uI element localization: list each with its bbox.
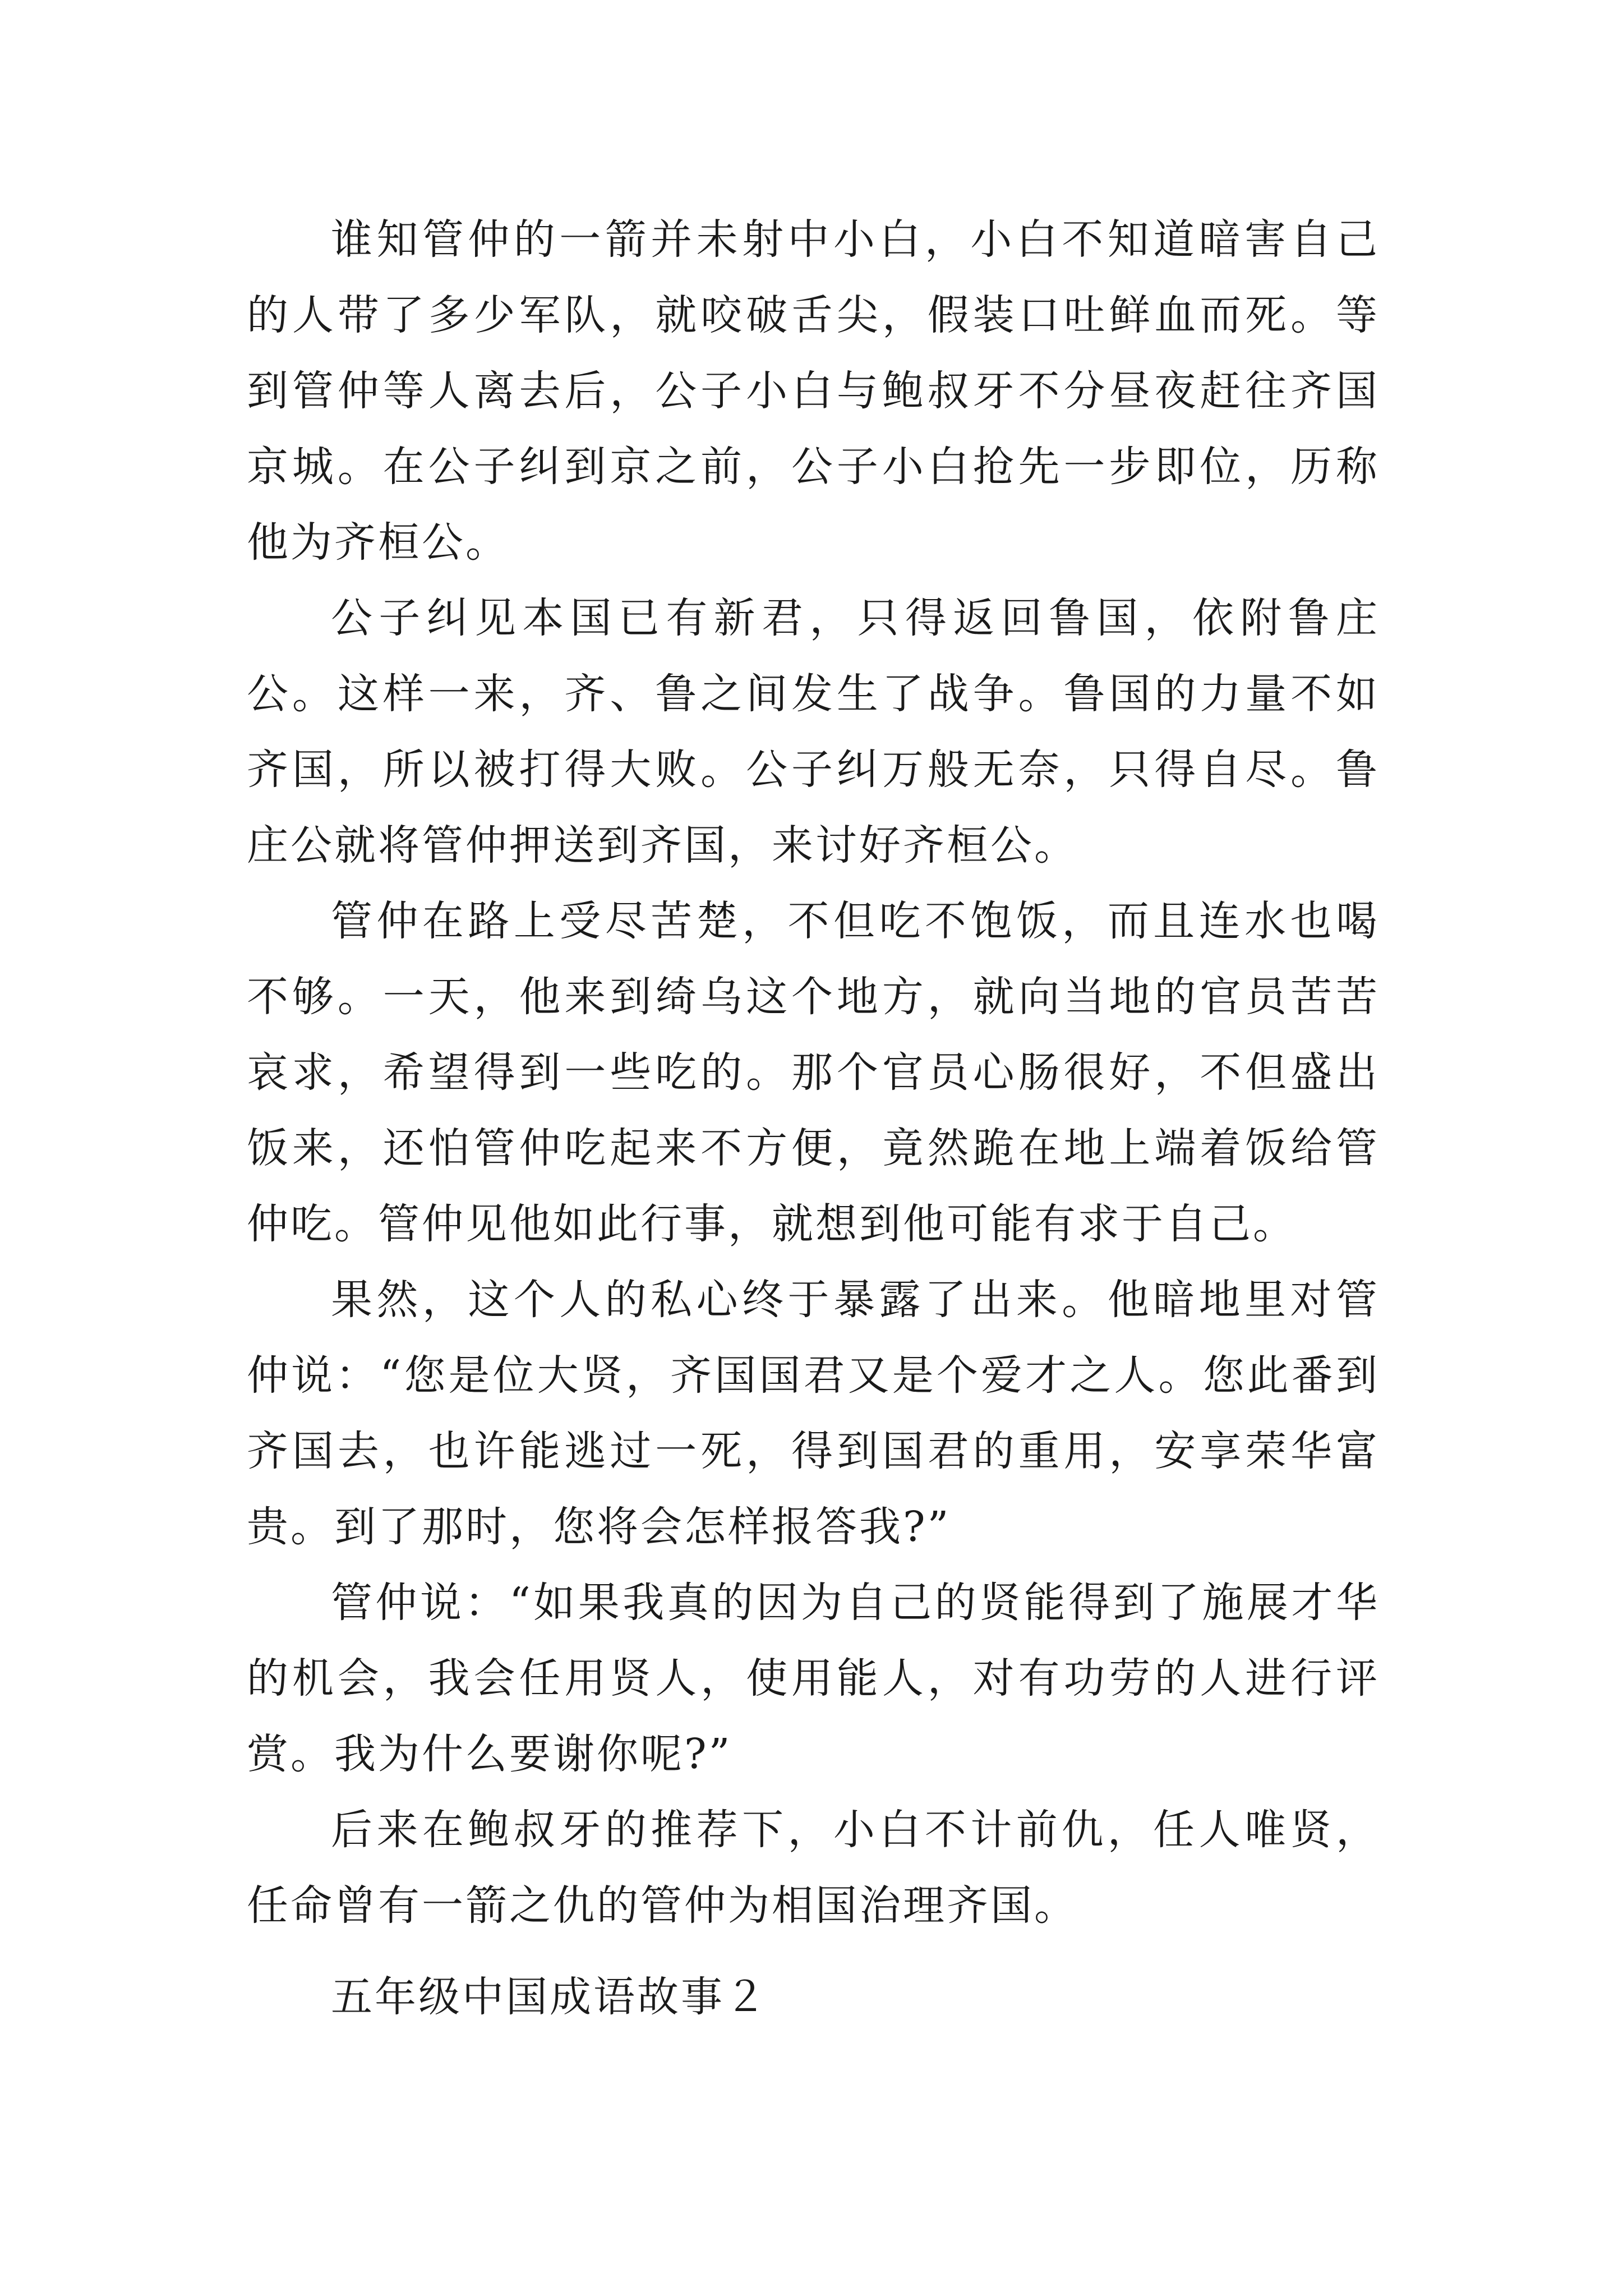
- paragraph-2: 公子纠见本国已有新君，只得返回鲁国，依附鲁庄公。这样一来，齐、鲁之间发生了战争。鲁国的力量不如齐国，所以被打得大败。公子纠万般无奈，只得自尽。鲁庄公就将管仲押送到齐国，来讨好齐桓公。: [247, 594, 1380, 869]
- paragraph-6: 后来在鲍叔牙的推荐下，小白不计前仇，任人唯贤，任命曾有一箭之仇的管仲为相国治理齐国。: [247, 1806, 1380, 1930]
- document-body: [247, 202, 1380, 2035]
- paragraph-3: 管仲在路上受尽苦楚，不但吃不饱饭，而且连水也喝不够。一天，他来到绮乌这个地方，就向当地的官员苦苦哀求，希望得到一些吃的。那个官员心肠很好，不但盛出饭来，还怕管仲吃起来不方便，竟然跪在地上端着饭给管仲吃。管仲见他如此行事，就想到他可能有求于自己。: [247, 897, 1380, 1248]
- paragraph-4: 果然，这个人的私心终于暴露了出来。他暗地里对管仲说：“您是位大贤，齐国国君又是个爱才之人。您此番到齐国去，也许能逃过一死，得到国君的重用，安享荣华富贵。到了那时，您将会怎样报答我?”: [247, 1276, 1380, 1551]
- paragraph-1: 谁知管仲的一箭并未射中小白，小白不知道暗害自己的人带了多少军队，就咬破舌尖，假装口吐鲜血而死。等到管仲等人离去后，公子小白与鲍叔牙不分昼夜赶往齐国京城。在公子纠到京之前，公子小白抢先一步即位，历称他为齐桓公。: [247, 215, 1380, 567]
- section-heading: 五年级中国成语故事２: [331, 1973, 768, 2021]
- paragraph-5: 管仲说：“如果我真的因为自己的贤能得到了施展才华的机会，我会任用贤人，使用能人，对有功劳的人进行评赏。我为什么要谢你呢?”: [247, 1579, 1380, 1778]
